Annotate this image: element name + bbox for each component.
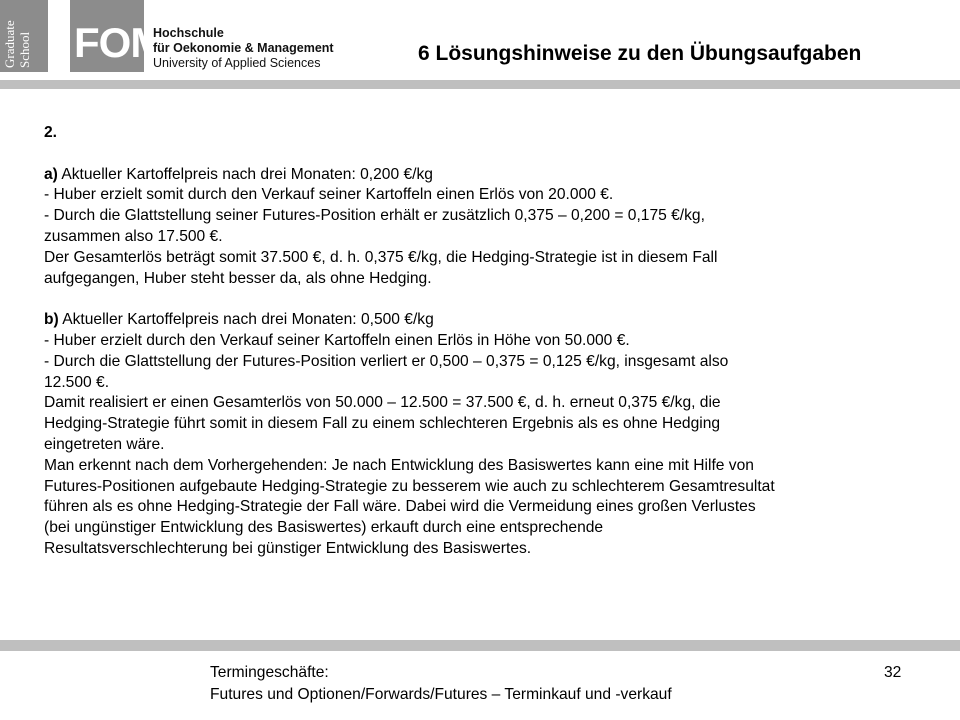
part-a-line: aufgegangen, Huber steht besser da, als ohne Hedging. bbox=[44, 269, 432, 287]
part-a-label: a) bbox=[44, 165, 58, 183]
institution-name: Hochschule für Oekonomie & Management University of Applied Sciences bbox=[153, 26, 334, 70]
exercise-heading: 2. bbox=[44, 124, 58, 141]
graduate-school-text: Graduate School bbox=[2, 20, 32, 68]
bottom-divider bbox=[0, 640, 960, 651]
part-b-line: Futures-Positionen aufgebaute Hedging-Strategie zu besserem wie auch zu schlechterem Gesamtresultat bbox=[44, 477, 775, 495]
part-a-line: - Durch die Glattstellung seiner Futures-Position erhält er zusätzlich 0,375 – 0,200 = 0,175 €/kg, bbox=[44, 207, 705, 225]
part-a-first-line: a) Aktueller Kartoffelpreis nach drei Monaten: 0,200 €/kg bbox=[44, 165, 433, 183]
part-b-line: Damit realisiert er einen Gesamterlös von 50.000 – 12.500 = 37.500 €, d. h. erneut 0,375 €/kg, die bbox=[44, 394, 721, 412]
part-a-line: zusammen also 17.500 €. bbox=[44, 227, 223, 245]
part-b-label: b) bbox=[44, 311, 59, 329]
part-b-line: 12.500 €. bbox=[44, 373, 110, 391]
part-b-line: Hedging-Strategie führt somit in diesem Fall zu einem schlechteren Ergebnis als es ohne Hedging bbox=[44, 415, 721, 433]
part-b-line: eingetreten wäre. bbox=[44, 435, 165, 453]
graduate-school-badge bbox=[0, 0, 48, 72]
part-b-line: (bei ungünstiger Entwicklung des Basiswertes) erkauft durch eine entsprechende bbox=[44, 519, 604, 537]
top-divider bbox=[0, 80, 960, 89]
part-b-line: Man erkennt nach dem Vorhergehenden: Je nach Entwicklung des Basiswertes kann eine mit Hilfe von bbox=[44, 456, 754, 474]
part-b-line: Resultatsverschlechterung bei günstiger Entwicklung des Basiswertes. bbox=[44, 539, 532, 557]
fom-logo: FOM bbox=[74, 19, 165, 66]
footer-course-title: Termingeschäfte: Futures und Optionen/Forwards/Futures – Terminkauf und -verkauf bbox=[210, 664, 672, 703]
page-number: 32 bbox=[884, 664, 902, 681]
page-title: 6 Lösungshinweise zu den Übungsaufgaben bbox=[418, 42, 862, 65]
part-b-first-line: b) Aktueller Kartoffelpreis nach drei Monaten: 0,500 €/kg bbox=[44, 311, 434, 329]
part-a-line: Der Gesamterlös beträgt somit 37.500 €, d. h. 0,375 €/kg, die Hedging-Strategie ist in diesem Fall bbox=[44, 248, 718, 266]
part-b-line: - Huber erzielt durch den Verkauf seiner Kartoffeln einen Erlös in Höhe von 50.000 €. bbox=[44, 331, 630, 349]
part-b-line: führen als es ohne Hedging-Strategie der Fall wäre. Dabei wird die Vermeidung eines großen Verlustes bbox=[44, 498, 756, 516]
part-b-line: - Durch die Glattstellung der Futures-Position verliert er 0,500 – 0,375 = 0,125 €/kg, insgesamt also bbox=[44, 352, 729, 370]
slide-content bbox=[44, 123, 924, 560]
part-a-line: - Huber erzielt somit durch den Verkauf seiner Kartoffeln einen Erlös von 20.000 €. bbox=[44, 186, 614, 204]
